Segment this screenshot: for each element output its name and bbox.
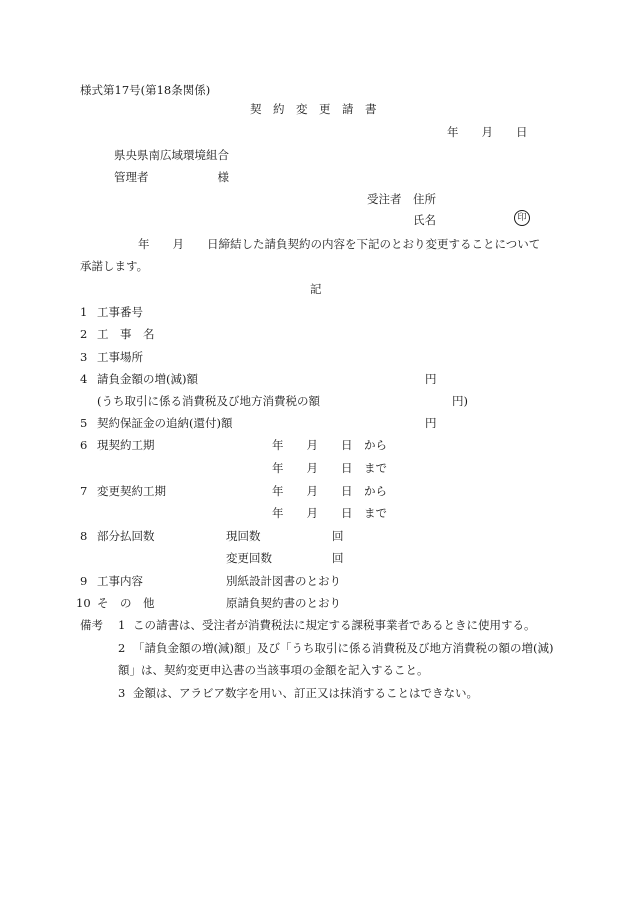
- current-count-label: 現回数: [226, 529, 261, 543]
- item-number: 9: [80, 574, 88, 588]
- ki-heading: 記: [310, 282, 322, 296]
- item-number: 5: [80, 416, 88, 430]
- remark-number: 1: [118, 618, 126, 632]
- changed-count-label: 変更回数: [226, 551, 272, 565]
- item-number: 7: [80, 484, 88, 498]
- remark-text-continued: 額」は、契約変更申込書の当該事項の金額を記入すること。: [118, 663, 429, 677]
- item-number: 3: [80, 350, 88, 364]
- intro-line-1: 年 月 日締結した請負契約の内容を下記のとおり変更することについて: [138, 237, 541, 251]
- remark-text: 「請負金額の増(減)額」及び「うち取引に係る消費税及び地方消費税の額の増(減): [133, 641, 554, 655]
- remark-text: 金額は、アラビア数字を用い、訂正又は抹消することはできない。: [133, 686, 478, 700]
- item-label-construction-site: 工事場所: [97, 350, 143, 364]
- contractor-name-label: 氏名: [413, 213, 436, 227]
- date-line: 年 月 日: [447, 125, 528, 139]
- item-label-security-deposit: 契約保証金の追納(還付)額: [97, 416, 233, 430]
- other-value: 原請負契約書のとおり: [226, 596, 341, 610]
- item-label-contract-amount-change: 請負金額の増(減)額: [97, 372, 198, 386]
- item-number: 6: [80, 438, 88, 452]
- item-label-partial-payments: 部分払回数: [97, 529, 155, 543]
- form-number: 様式第17号(第18条関係): [80, 83, 211, 97]
- item-label-changed-period: 変更契約工期: [97, 484, 166, 498]
- remarks-heading: 備考: [80, 618, 103, 632]
- remark-number: 3: [118, 686, 126, 700]
- addressee-admin: 管理者 様: [114, 170, 229, 184]
- item-number: 8: [80, 529, 88, 543]
- period-to: 年 月 日 まで: [272, 461, 387, 475]
- item-number: 10: [76, 596, 91, 610]
- work-content-value: 別紙設計図書のとおり: [226, 574, 341, 588]
- remark-text: この請書は、受注者が消費税法に規定する課税事業者であるときに使用する。: [133, 618, 536, 632]
- count-unit: 回: [332, 529, 344, 543]
- seal-icon: 印: [514, 210, 530, 226]
- period-to: 年 月 日 まで: [272, 506, 387, 520]
- item-unit-yen: 円: [425, 416, 437, 430]
- remark-number: 2: [118, 641, 126, 655]
- item-number: 4: [80, 372, 88, 386]
- item-label-construction-number: 工事番号: [97, 305, 143, 319]
- item-unit-yen: 円: [425, 372, 437, 386]
- intro-line-2: 承諾します。: [80, 259, 149, 273]
- item-label-construction-name: 工 事 名: [97, 327, 155, 341]
- item-number: 2: [80, 327, 88, 341]
- contractor-address-label: 受注者 住所: [367, 192, 436, 206]
- item-number: 1: [80, 305, 88, 319]
- period-from: 年 月 日 から: [272, 484, 387, 498]
- item-label-work-content: 工事内容: [97, 574, 143, 588]
- document-title: 契 約 変 更 請 書: [250, 102, 377, 116]
- addressee-org: 県央県南広域環境組合: [114, 148, 229, 162]
- item-label-other: そ の 他: [97, 596, 155, 610]
- item-label-consumption-tax: (うち取引に係る消費税及び地方消費税の額: [97, 394, 320, 408]
- count-unit: 回: [332, 551, 344, 565]
- item-unit-yen-close: 円): [452, 394, 468, 408]
- item-label-current-period: 現契約工期: [97, 438, 155, 452]
- period-from: 年 月 日 から: [272, 438, 387, 452]
